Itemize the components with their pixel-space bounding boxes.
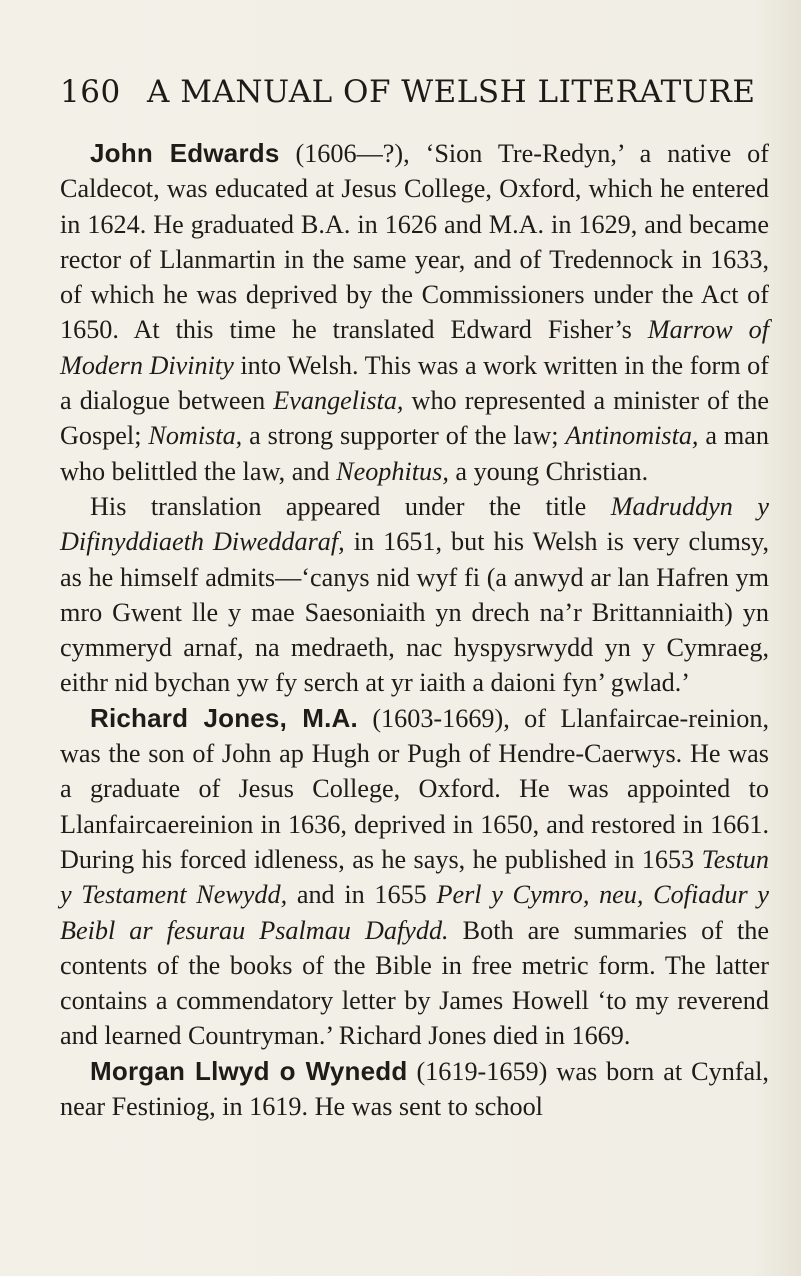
paragraph-text: Both are summaries of the contents of the books of the Bible in free metric form. The latter contains a commendatory letter by James Howell ‘to my reverend and learned Countryman.’ Richard Jones died in 1669. <box>60 915 769 1051</box>
page-number: 160 <box>60 74 121 110</box>
paragraph-text: a man who belittled the law, and <box>60 421 769 486</box>
paragraph-text: (1606—?), ‘Sion Tre-Redyn,’ a native of Caldecot, was educated at Jesus College, Oxford, which he entered in 1624. He graduated B.A. in 1626 and M.A. in 1629, and became rector of Llanmartin in the same year, and of Tredennock in 1633, of which he was deprived by the Commissioners under the Act of 1650. At this time he translated Edward Fisher’s <box>60 139 769 345</box>
running-header <box>60 74 756 110</box>
character-name: Nomista, <box>148 421 243 451</box>
paragraph-text: who represented a minister of the Gospel; <box>60 386 769 451</box>
paragraph-morgan-llwyd <box>60 1054 769 1125</box>
character-name: Evangelista, <box>273 386 404 416</box>
paragraph-john-edwards <box>60 136 769 489</box>
book-title: Madruddyn y Difinyddiaeth Diweddaraf, <box>60 491 769 557</box>
entry-name-richard-jones: Richard Jones, M.A. <box>90 702 358 733</box>
paragraph-text: a young Christian. <box>448 456 649 486</box>
book-title: Perl y Cymro, neu, Cofiadur y Beibl ar fesurau Psalmau Dafydd. <box>60 880 769 945</box>
character-name: Neophitus, <box>336 456 449 486</box>
character-name: Antinomista, <box>565 421 699 451</box>
entry-name-morgan-llwyd: Morgan Llwyd o Wynedd <box>90 1055 408 1086</box>
paragraph-richard-jones <box>60 701 769 1054</box>
paragraph-text: into Welsh. This was a work written in the form of a dialogue between <box>60 350 769 416</box>
entry-name-john-edwards: John Edwards <box>90 138 280 168</box>
page-body <box>60 136 769 1124</box>
book-title: Marrow of Modern Divinity <box>60 315 769 380</box>
book-title: Testun y Testament Newydd, <box>60 844 769 910</box>
paragraph-text: His translation appeared under the title <box>90 491 611 521</box>
paragraph-text: a strong supporter of the law; <box>242 421 566 451</box>
paragraph-text: in 1651, but his Welsh is very clumsy, as he himself admits—‘canys nid wyf fi (a anwyd ar lan Hafren ym mro Gwent lle y mae Saesoniaith yn drech na’r Brittanniaith) yn cymmeryd arnaf, na medraeth, nac hyspysrwydd yn y Cymraeg, eithr nid bychan yw fy serch at yr iaith a daioni fyn’ gwlad.’ <box>60 527 769 698</box>
paragraph-text: (1603-1669), of Llanfaircae-reinion, was the son of John ap Hugh or Pugh of Hendre-Caerwys. He was a graduate of Jesus College, Oxford. He was appointed to Llanfaircaereinion in 1636, deprived in 1650, and restored in 1661. During his forced idleness, as he says, he published in 1653 <box>60 703 769 874</box>
paragraph-text: (1619-1659) was born at Cynfal, near Festiniog, in 1619. He was sent to school <box>60 1056 769 1122</box>
running-title: A MANUAL OF WELSH LITERATURE <box>147 74 756 110</box>
paragraph-text: and in 1655 <box>287 880 437 910</box>
paragraph-translation <box>60 489 769 701</box>
